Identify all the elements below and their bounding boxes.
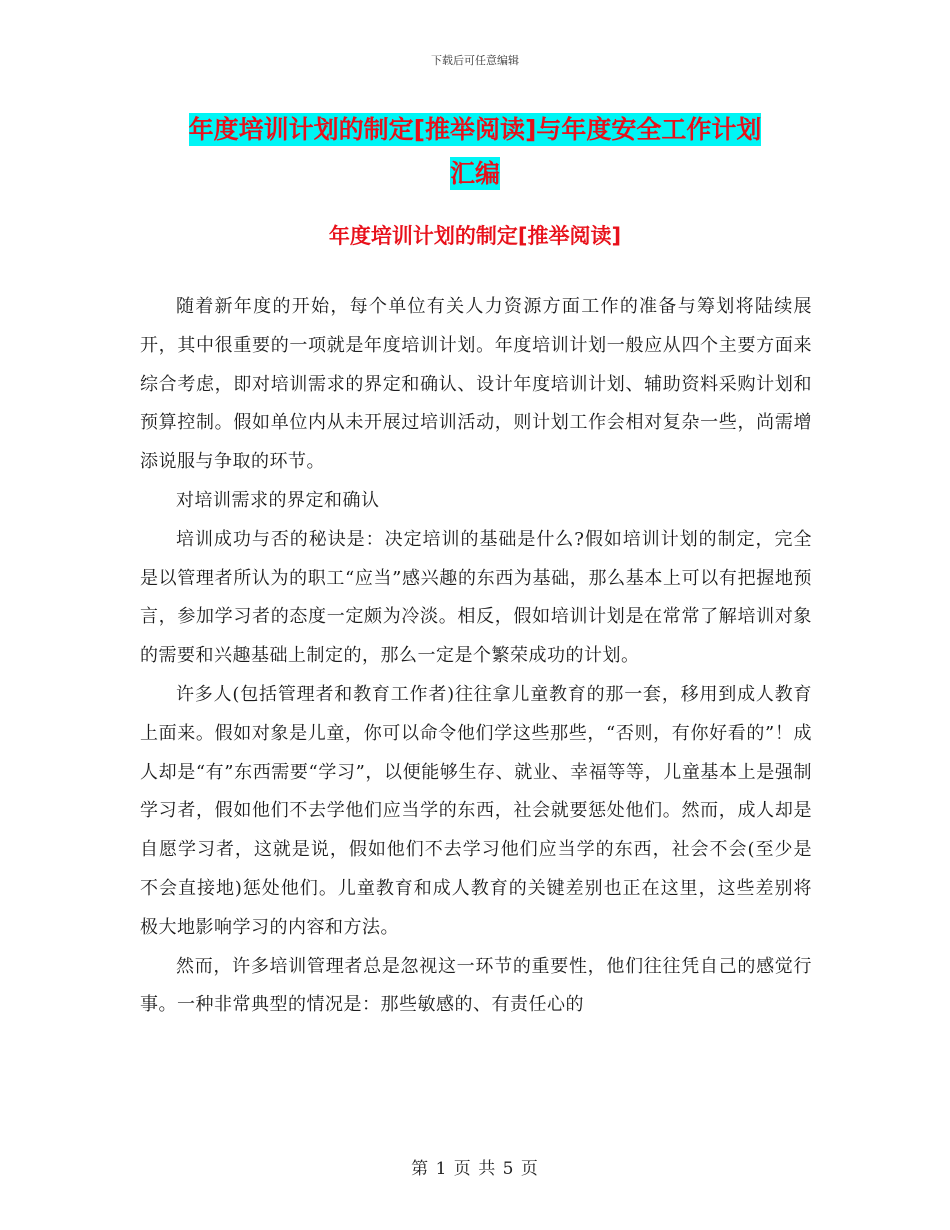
document-title-line-1: 年度培训计划的制定[推举阅读]与年度安全工作计划 xyxy=(188,115,762,144)
section-title: 年度培训计划的制定[推举阅读] xyxy=(328,224,622,248)
document-title-line-2: 汇编 xyxy=(449,159,500,188)
document-title xyxy=(140,108,810,196)
paragraph-adult-education: 许多人(包括管理者和教育工作者)往往拿儿童教育的那一套，移用到成人教育上面来。假如对象是儿童，你可以命令他们学这些那些，“否则，有你好看的”！成人却是“有”东西需要“学习”，以便能够生存、就业、幸福等等，儿童基本上是强制学习者，假如他们不去学他们应当学的东西，社会就要惩处他们。然而，成人却是自愿学习者，这就是说，假如他们不去学习他们应当学的东西，社会不会(至少是不会直接地)惩处他们。儿童教育和成人教育的关键差别也正在这里，这些差别将极大地影响学习的内容和方法。 xyxy=(140,683,812,938)
paragraph-intro: 随着新年度的开始，每个单位有关人力资源方面工作的准备与筹划将陆续展开，其中很重要的一项就是年度培训计划。年度培训计划一般应从四个主要方面来综合考虑，即对培训需求的界定和确认、设计年度培训计划、辅助资料采购计划和预算控制。假如单位内从未开展过培训活动，则计划工作会相对复杂一些，尚需增添说服与争取的环节。 xyxy=(140,296,812,473)
page-footer: 第 1 页 共 5 页 xyxy=(411,1159,539,1179)
paragraph-managers: 然而，许多培训管理者总是忽视这一环节的重要性，他们往往凭自己的感觉行事。一种非常典型的情况是：那些敏感的、有责任心的 xyxy=(140,955,812,1016)
document-body xyxy=(140,288,812,1025)
paragraph-training-success: 培训成功与否的秘诀是：决定培训的基础是什么?假如培训计划的制定，完全是以管理者所认为的职工“应当”感兴趣的东西为基础，那么基本上可以有把握地预言，参加学习者的态度一定颇为冷淡。相反，假如培训计划是在常常了解培训对象的需要和兴趣基础上制定的，那么一定是个繁荣成功的计划。 xyxy=(140,528,812,667)
paragraph-subheading: 对培训需求的界定和确认 xyxy=(176,489,380,511)
page-header-note: 下载后可任意编辑 xyxy=(431,54,519,67)
